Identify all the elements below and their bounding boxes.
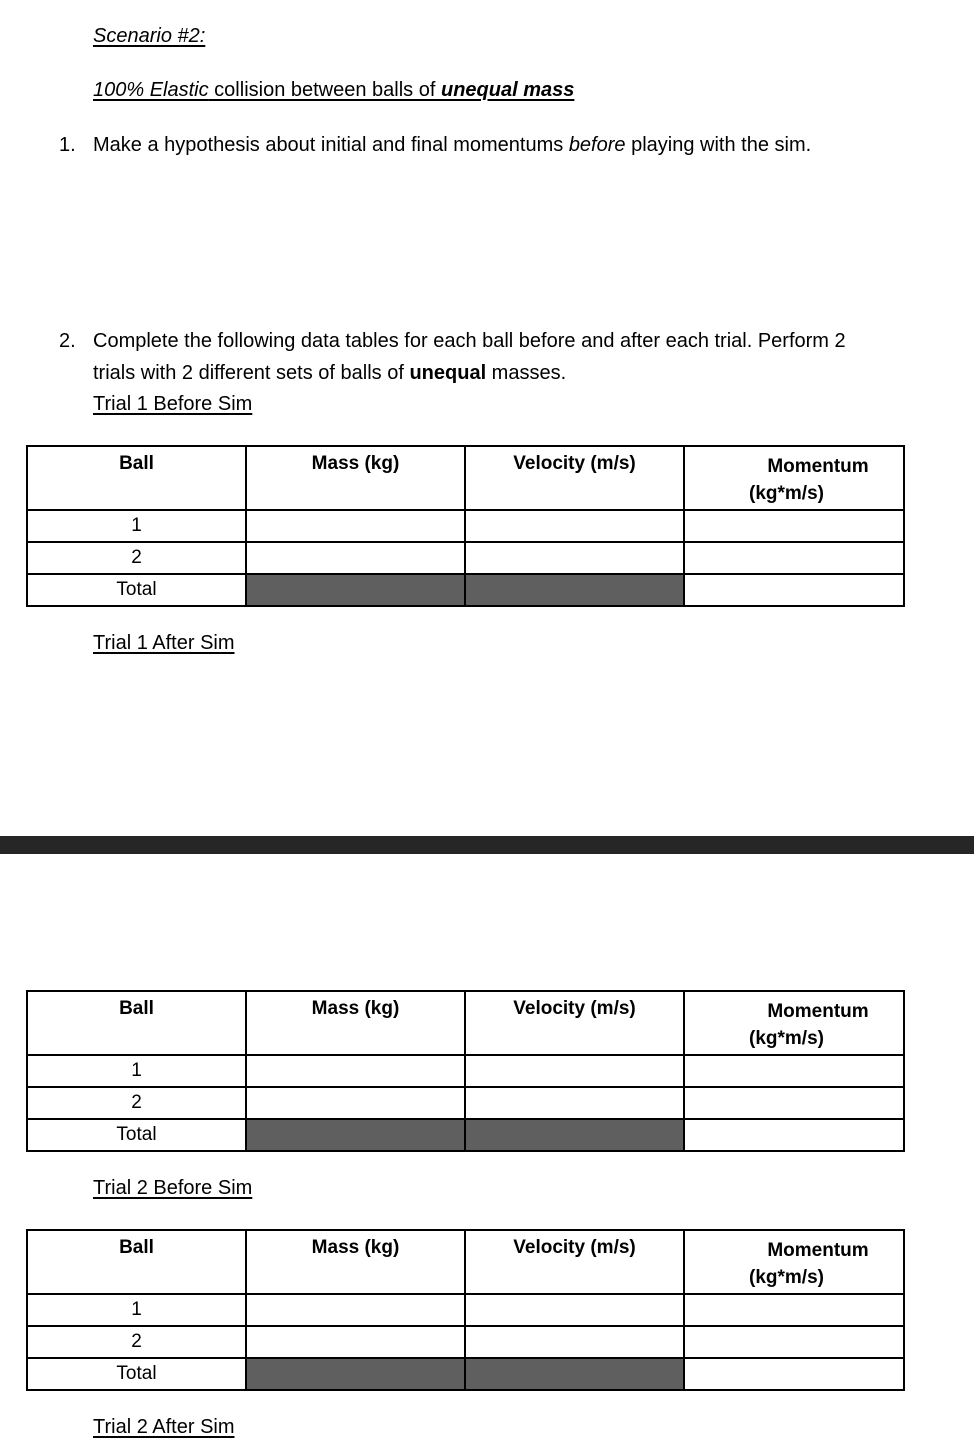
header-momentum-line1: Momentum xyxy=(767,1240,869,1261)
header-mass: Mass (kg) xyxy=(246,446,465,510)
subtitle-elastic: 100% Elastic xyxy=(93,79,209,101)
shaded-cell xyxy=(246,574,465,606)
table-row xyxy=(27,510,904,542)
header-momentum-line2: (kg*m/s) xyxy=(749,1028,824,1049)
momentum-cell[interactable] xyxy=(684,1087,904,1119)
trial2-before-table xyxy=(26,1229,905,1391)
header-ball: Ball xyxy=(27,1230,246,1294)
q2-line2-a: trials with 2 different sets of balls of xyxy=(93,362,410,384)
table-row xyxy=(27,1294,904,1326)
momentum-cell[interactable] xyxy=(684,1326,904,1358)
header-momentum-line2: (kg*m/s) xyxy=(749,483,824,504)
total-momentum-cell[interactable] xyxy=(684,1119,904,1151)
momentum-cell[interactable] xyxy=(684,1294,904,1326)
table-header-row xyxy=(27,446,904,510)
table-row-total xyxy=(27,1119,904,1151)
row-label: 1 xyxy=(27,510,246,542)
table-row xyxy=(27,542,904,574)
header-momentum xyxy=(684,446,904,510)
table-header-row xyxy=(27,991,904,1055)
row-label: 2 xyxy=(27,542,246,574)
header-mass: Mass (kg) xyxy=(246,1230,465,1294)
q2-number: 2. xyxy=(59,330,76,352)
q1-text-c: playing with the sim. xyxy=(625,134,812,156)
velocity-cell[interactable] xyxy=(465,510,684,542)
table-row-total xyxy=(27,574,904,606)
q1-text-a: Make a hypothesis about initial and final momentums xyxy=(93,134,569,156)
header-momentum-line1: Momentum xyxy=(767,1001,869,1022)
page-separator xyxy=(0,836,974,854)
table-row xyxy=(27,1055,904,1087)
trial1-before-label: Trial 1 Before Sim xyxy=(93,393,253,415)
momentum-cell[interactable] xyxy=(684,510,904,542)
header-momentum-line1: Momentum xyxy=(767,456,869,477)
velocity-cell[interactable] xyxy=(465,1326,684,1358)
total-momentum-cell[interactable] xyxy=(684,1358,904,1390)
q2-line2-unequal: unequal xyxy=(409,362,487,384)
q1-text xyxy=(93,134,811,157)
trial1-after-label: Trial 1 After Sim xyxy=(93,632,235,654)
q2-line2-c: masses. xyxy=(486,362,567,384)
table-row-total xyxy=(27,1358,904,1390)
header-momentum xyxy=(684,991,904,1055)
row-label: 1 xyxy=(27,1294,246,1326)
q1-text-before: before xyxy=(568,134,626,156)
header-momentum-line2: (kg*m/s) xyxy=(749,1267,824,1288)
header-velocity: Velocity (m/s) xyxy=(465,1230,684,1294)
row-label: 2 xyxy=(27,1087,246,1119)
header-ball: Ball xyxy=(27,991,246,1055)
subtitle-unequal-mass: unequal mass xyxy=(440,79,575,101)
scenario-title: Scenario #2: xyxy=(93,25,206,47)
table-row xyxy=(27,1326,904,1358)
trial1-after-table xyxy=(26,990,905,1152)
table-row xyxy=(27,1087,904,1119)
shaded-cell xyxy=(246,1358,465,1390)
total-momentum-cell[interactable] xyxy=(684,574,904,606)
trial1-before-table xyxy=(26,445,905,607)
trial2-before-label: Trial 2 Before Sim xyxy=(93,1177,253,1199)
q2-line1: Complete the following data tables for each ball before and after each trial. Perform 2 xyxy=(93,330,846,352)
shaded-cell xyxy=(465,1358,684,1390)
header-velocity: Velocity (m/s) xyxy=(465,991,684,1055)
mass-cell[interactable] xyxy=(246,1326,465,1358)
row-label: 1 xyxy=(27,1055,246,1087)
row-label: 2 xyxy=(27,1326,246,1358)
mass-cell[interactable] xyxy=(246,1055,465,1087)
velocity-cell[interactable] xyxy=(465,1055,684,1087)
velocity-cell[interactable] xyxy=(465,1087,684,1119)
momentum-cell[interactable] xyxy=(684,542,904,574)
velocity-cell[interactable] xyxy=(465,542,684,574)
subtitle-mid: collision between balls of xyxy=(208,79,441,101)
shaded-cell xyxy=(465,1119,684,1151)
mass-cell[interactable] xyxy=(246,1087,465,1119)
mass-cell[interactable] xyxy=(246,542,465,574)
header-velocity: Velocity (m/s) xyxy=(465,446,684,510)
mass-cell[interactable] xyxy=(246,510,465,542)
shaded-cell xyxy=(465,574,684,606)
row-label: Total xyxy=(27,1119,246,1151)
momentum-cell[interactable] xyxy=(684,1055,904,1087)
mass-cell[interactable] xyxy=(246,1294,465,1326)
velocity-cell[interactable] xyxy=(465,1294,684,1326)
subtitle xyxy=(93,79,574,102)
trial2-after-label: Trial 2 After Sim xyxy=(93,1416,235,1438)
header-mass: Mass (kg) xyxy=(246,991,465,1055)
q1-number: 1. xyxy=(59,134,76,156)
row-label: Total xyxy=(27,574,246,606)
q2-line2 xyxy=(93,362,566,385)
header-momentum xyxy=(684,1230,904,1294)
shaded-cell xyxy=(246,1119,465,1151)
table-header-row xyxy=(27,1230,904,1294)
header-ball: Ball xyxy=(27,446,246,510)
row-label: Total xyxy=(27,1358,246,1390)
